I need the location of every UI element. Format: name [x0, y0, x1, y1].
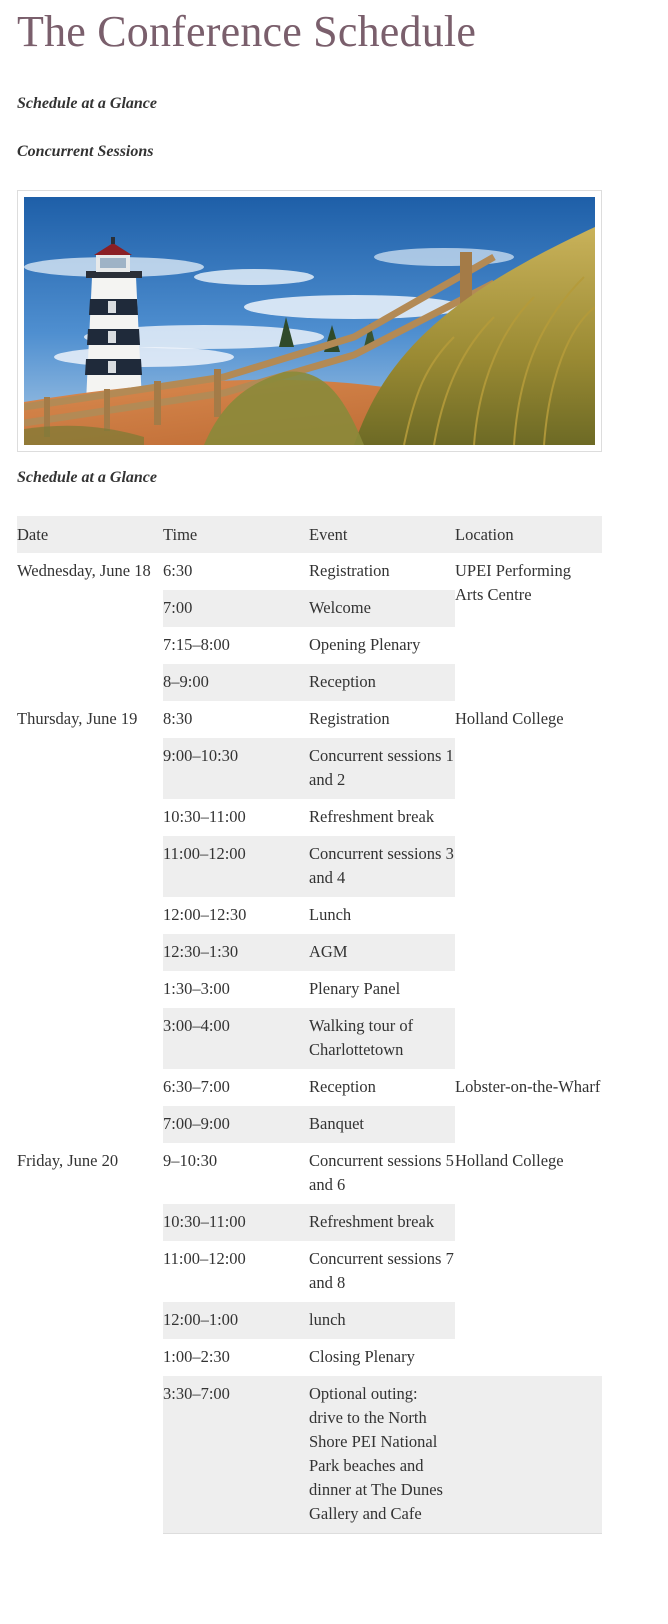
location-cell [455, 1376, 602, 1534]
event-cell: Reception [309, 1077, 376, 1096]
location-cell: Holland College [455, 1151, 564, 1170]
section-heading: Schedule at a Glance [17, 469, 157, 486]
event-cell: Reception [309, 664, 455, 701]
column-header-event: Event [309, 516, 455, 553]
schedule-at-a-glance-link[interactable]: Schedule at a Glance [17, 95, 157, 112]
time-cell: 3:30–7:00 [163, 1376, 309, 1534]
time-cell: 7:15–8:00 [163, 635, 230, 654]
time-cell: 12:00–12:30 [163, 905, 247, 924]
header-photo [17, 190, 602, 452]
event-cell: Registration [309, 561, 390, 580]
time-cell: 12:00–1:00 [163, 1302, 309, 1339]
time-cell: 1:30–3:00 [163, 979, 230, 998]
date-cell: Wednesday, June 18 [17, 561, 151, 580]
column-header-time: Time [163, 516, 309, 553]
event-cell: Concurrent sessions 7 and 8 [309, 1249, 454, 1292]
time-cell: 9:00–10:30 [163, 738, 309, 799]
event-cell: lunch [309, 1302, 455, 1339]
time-cell: 11:00–12:00 [163, 1249, 246, 1268]
time-cell: 8:30 [163, 709, 193, 728]
event-cell: Concurrent sessions 3 and 4 [309, 836, 455, 897]
time-cell: 6:30 [163, 561, 193, 580]
event-cell: Registration [309, 709, 390, 728]
page-title: The Conference Schedule [17, 7, 477, 56]
table-row [17, 701, 602, 738]
event-cell: Welcome [309, 590, 455, 627]
event-cell: Refreshment break [309, 807, 435, 826]
event-cell: Walking tour of Charlottetown [309, 1008, 455, 1069]
header-row [17, 516, 602, 553]
time-cell: 11:00–12:00 [163, 836, 309, 897]
time-cell: 10:30–11:00 [163, 1204, 309, 1241]
event-cell: Opening Plenary [309, 635, 421, 654]
location-cell: Lobster-on-the-Wharf [455, 1077, 601, 1096]
time-cell: 8–9:00 [163, 664, 309, 701]
concurrent-sessions-link[interactable]: Concurrent Sessions [17, 143, 154, 160]
time-cell: 12:30–1:30 [163, 934, 309, 971]
location-cell: UPEI Performing Arts Centre [455, 561, 571, 604]
time-cell: 9–10:30 [163, 1151, 218, 1170]
time-cell: 7:00 [163, 590, 309, 627]
schedule-table [17, 516, 602, 1534]
time-cell: 3:00–4:00 [163, 1008, 309, 1069]
date-cell: Thursday, June 19 [17, 709, 138, 728]
event-cell: Concurrent sessions 5 and 6 [309, 1151, 454, 1194]
column-header-date: Date [17, 516, 163, 553]
table-row [17, 553, 602, 590]
time-cell: 1:00–2:30 [163, 1347, 230, 1366]
event-cell: Optional outing: drive to the North Shore PEI National Park beaches and dinner at The Dunes Gallery and Cafe [309, 1376, 455, 1534]
time-cell: 7:00–9:00 [163, 1106, 309, 1143]
event-cell: Banquet [309, 1106, 455, 1143]
table-row [17, 1143, 602, 1204]
time-cell: 6:30–7:00 [163, 1077, 230, 1096]
event-cell: Plenary Panel [309, 979, 401, 998]
event-cell: Refreshment break [309, 1204, 455, 1241]
event-cell: AGM [309, 934, 455, 971]
event-cell: Lunch [309, 905, 352, 924]
date-cell: Friday, June 20 [17, 1151, 119, 1170]
time-cell: 10:30–11:00 [163, 807, 246, 826]
lighthouse-dunes-photo [24, 197, 595, 445]
event-cell: Concurrent sessions 1 and 2 [309, 738, 455, 799]
event-cell: Closing Plenary [309, 1347, 415, 1366]
column-header-location: Location [455, 516, 602, 553]
location-cell: Holland College [455, 709, 564, 728]
